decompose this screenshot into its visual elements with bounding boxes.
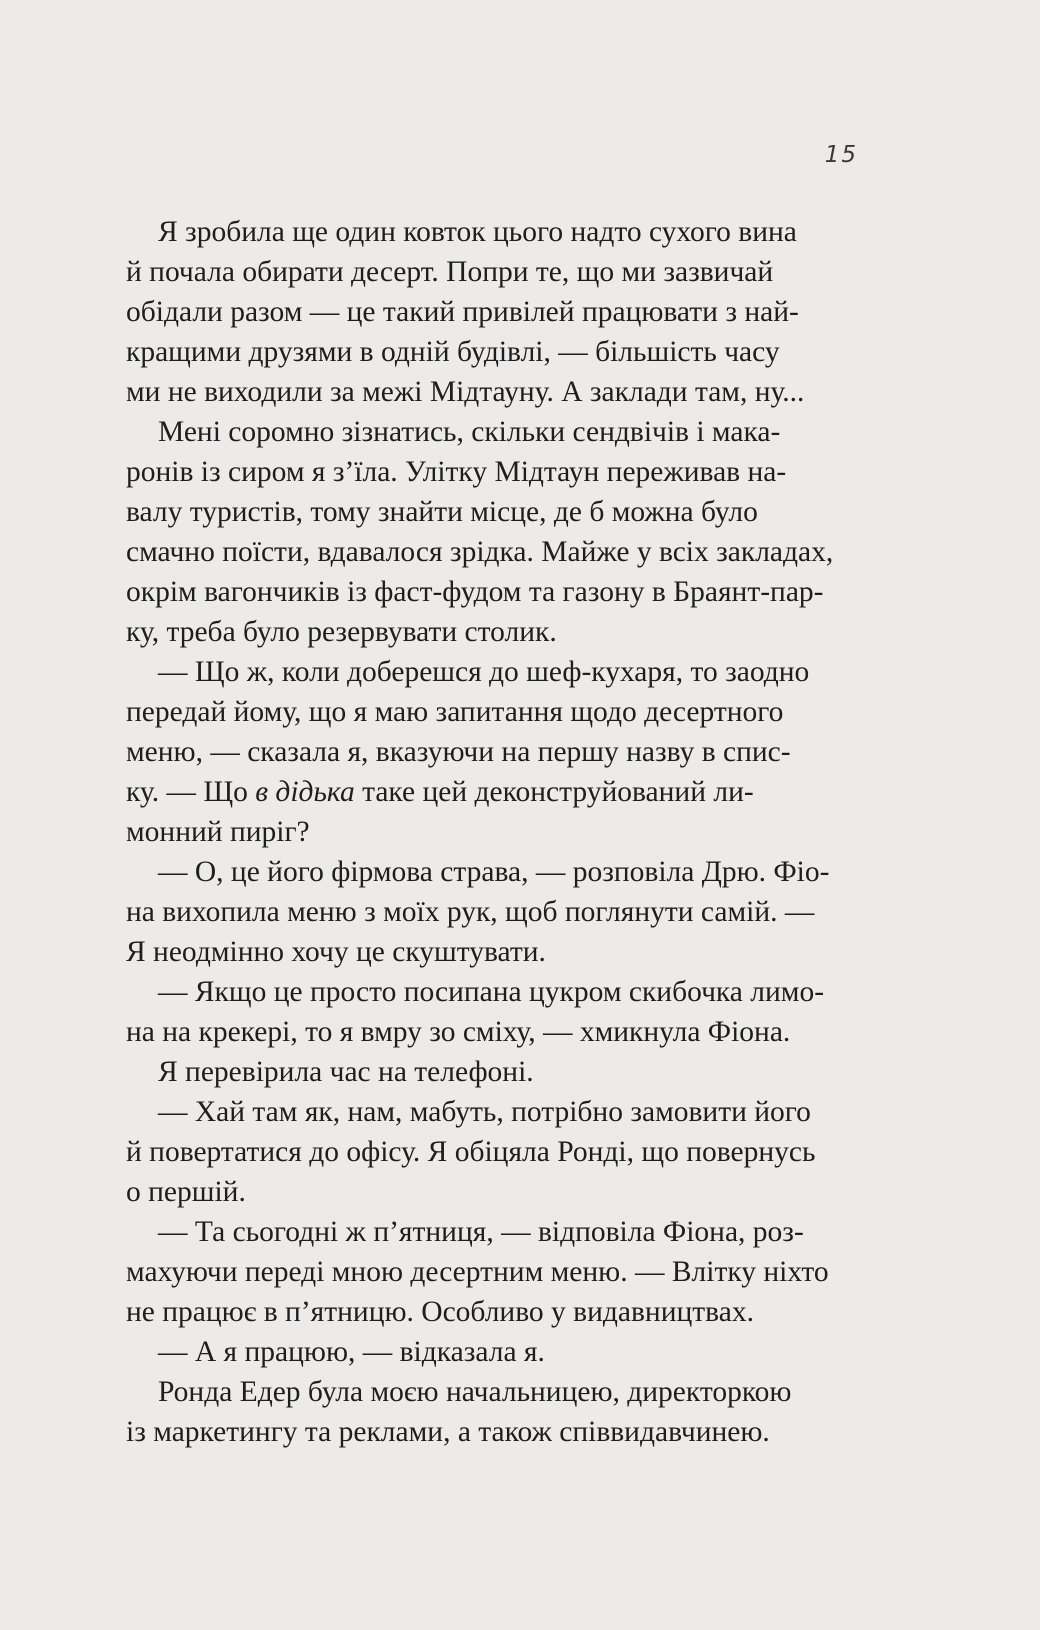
text-line: смачно поїсти, вдавалося зрідка. Майже у всіх закладах, [126,536,834,568]
text-line: — Хай там як, нам, мабуть, потрібно замовити його [158,1096,811,1128]
text-line: — Якщо це просто посипана цукром скибочка лимо- [158,976,825,1008]
text-line: о першій. [126,1176,246,1208]
text-segment: ку. — Що [126,776,256,808]
text-line: — О, це його фірмова страва, — розповіла Дрю. Фіо- [158,856,830,888]
text-line: Я перевірила час на телефоні. [158,1056,534,1088]
text-line: меню, — сказала я, вказуючи на першу назву в спис- [126,736,791,768]
text-line: — Та сьогодні ж п’ятниця, — відповіла Фіона, роз- [158,1216,804,1248]
text-line: передай йому, що я маю запитання щодо десертного [126,696,784,728]
page-number: 15 [824,142,858,168]
text-line: обідали разом — це такий привілей працювати з най- [126,296,799,328]
text-line: Я зробила ще один ковток цього надто сухого вина [158,216,797,248]
text-line: махуючи переді мною десертним меню. — Влітку ніхто [126,1256,829,1288]
text-line: — Що ж, коли доберешся до шеф-кухаря, то заодно [158,656,810,688]
body-text [126,212,860,1452]
text-line: — А я працюю, — відказала я. [158,1336,545,1368]
text-line: окрім вагончиків із фаст-фудом та газону в Браянт-пар- [126,576,824,608]
text-line: на на крекері, то я вмру зо сміху, — хмикнула Фіона. [126,1016,791,1048]
text-line: із маркетингу та реклами, а також співвидавчинею. [126,1416,770,1448]
text-line: валу туристів, тому знайти місце, де б можна було [126,496,758,528]
text-line: не працює в п’ятницю. Особливо у видавництвах. [126,1296,754,1328]
text-line: ми не виходили за межі Мідтауну. А заклади там, ну... [126,376,805,408]
text-line: кращими друзями в одній будівлі, — більшість часу [126,336,780,368]
text-line: Ронда Едер була моєю начальницею, директоркою [158,1376,792,1408]
text-line: й почала обирати десерт. Попри те, що ми зазвичай [126,256,774,288]
text-line: й повертатися до офісу. Я обіцяла Ронді, що повернусь [126,1136,816,1168]
text-line: монний пиріг? [126,816,310,848]
emphasis-text: в дідька [255,776,355,808]
text-line: Мені соромно зізнатись, скільки сендвічів і мака- [158,416,781,448]
text-line: Я неодмінно хочу це скуштувати. [126,936,546,968]
text-line: ку, треба було резервувати столик. [126,616,557,648]
text-line [126,772,860,812]
text-segment: таке цей деконструйований ли- [354,776,754,808]
text-line: на вихопила меню з моїх рук, щоб поглянути самій. — [126,896,815,928]
text-line: ронів із сиром я з’їла. Улітку Мідтаун переживав на- [126,456,787,488]
